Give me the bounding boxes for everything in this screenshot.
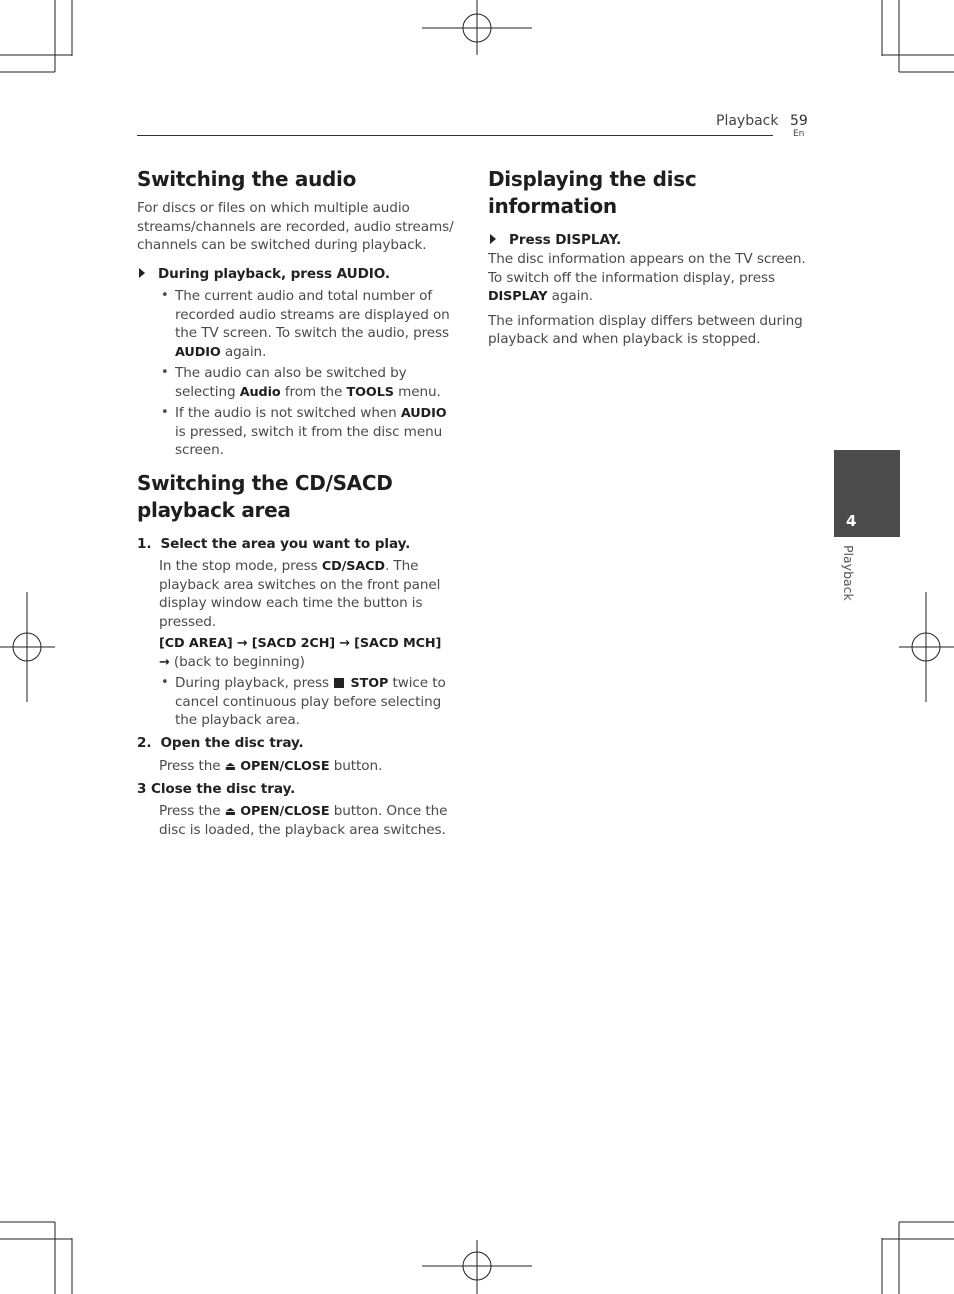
cdsacd-step-3-text: Press the ⏏ OPEN/CLOSE button. Once the	[159, 803, 448, 819]
cdsacd-step-1-text: playback area switches on the front panel	[159, 577, 441, 593]
audio-bullet-1: AUDIO again.	[175, 344, 267, 360]
arrow-right-icon: →	[339, 636, 350, 651]
chapter-tab	[834, 450, 900, 537]
arrow-right-icon: →	[236, 636, 248, 651]
language-code: En	[793, 129, 805, 139]
audio-bullet-3: screen.	[175, 442, 224, 458]
audio-step: During playback, press AUDIO.	[139, 266, 390, 282]
stop-icon	[334, 678, 344, 688]
chapter-label: Playback	[841, 545, 856, 601]
audio-bullet-2: selecting Audio from the TOOLS menu.	[175, 384, 441, 400]
audio-bullet-3: is pressed, switch it from the disc menu	[175, 424, 443, 440]
cdsacd-step-1-text: pressed.	[159, 614, 216, 630]
audio-intro-line: channels can be switched during playback.	[137, 237, 427, 253]
cdsacd-heading: Switching the CD/SACD playback area	[137, 471, 393, 522]
triangle-bullet-icon	[490, 234, 496, 244]
disc-info-text: The information display differs between during	[488, 313, 803, 329]
cdsacd-step-1-text: display window each time the button is	[159, 595, 423, 611]
bullet-icon: •	[161, 365, 169, 380]
audio-heading: Switching the audio	[137, 167, 357, 191]
cdsacd-step-3-text: disc is loaded, the playback area switches.	[159, 822, 446, 838]
header-rule	[137, 135, 773, 136]
audio-bullet-1: the TV screen. To switch the audio, press	[175, 325, 450, 341]
cdsacd-step-3: 3 Close the disc tray.	[137, 781, 296, 797]
audio-bullet-1: The current audio and total number of	[175, 288, 433, 304]
cdsacd-step-1-note: cancel continuous play before selecting	[175, 694, 442, 710]
disc-info-text: To switch off the information display, press	[488, 270, 775, 286]
eject-icon: ⏏	[224, 804, 236, 818]
cdsacd-step-2-text: Press the ⏏ OPEN/CLOSE button.	[159, 758, 383, 774]
bullet-icon: •	[161, 288, 169, 303]
cdsacd-step-1-note: the playback area.	[175, 712, 300, 728]
disc-info-text: The disc information appears on the TV screen.	[488, 251, 806, 267]
area-sequence: [CD AREA] → [SACD 2CH] → [SACD MCH]	[159, 636, 442, 651]
audio-bullet-1: recorded audio streams are displayed on	[175, 307, 450, 323]
audio-intro-line: For discs or files on which multiple audio	[137, 200, 410, 216]
arrow-right-icon: →	[159, 655, 170, 670]
audio-bullet-2: The audio can also be switched by	[175, 365, 407, 381]
audio-intro-line: streams/channels are recorded, audio streams/	[137, 219, 454, 235]
cdsacd-step-1: 1. Select the area you want to play.	[137, 536, 411, 552]
bullet-icon: •	[161, 675, 169, 690]
disc-info-heading: Displaying the disc information	[488, 167, 697, 218]
triangle-bullet-icon	[139, 268, 145, 278]
cdsacd-step-1-text: In the stop mode, press CD/SACD. The	[159, 558, 419, 574]
disc-info-step: Press DISPLAY.	[490, 232, 621, 248]
audio-bullet-3: If the audio is not switched when AUDIO	[175, 405, 447, 421]
chapter-number: 4	[846, 512, 857, 530]
disc-info-text: playback and when playback is stopped.	[488, 331, 761, 347]
header-section: Playback	[716, 113, 779, 129]
area-sequence: → (back to beginning)	[159, 654, 305, 670]
page-number: 59	[790, 113, 808, 129]
bullet-icon: •	[161, 405, 169, 420]
disc-info-text: DISPLAY again.	[488, 288, 594, 304]
cdsacd-step-2: 2. Open the disc tray.	[137, 735, 304, 751]
eject-icon: ⏏	[224, 759, 236, 773]
cdsacd-step-1-note: During playback, press STOP twice to	[175, 675, 446, 691]
